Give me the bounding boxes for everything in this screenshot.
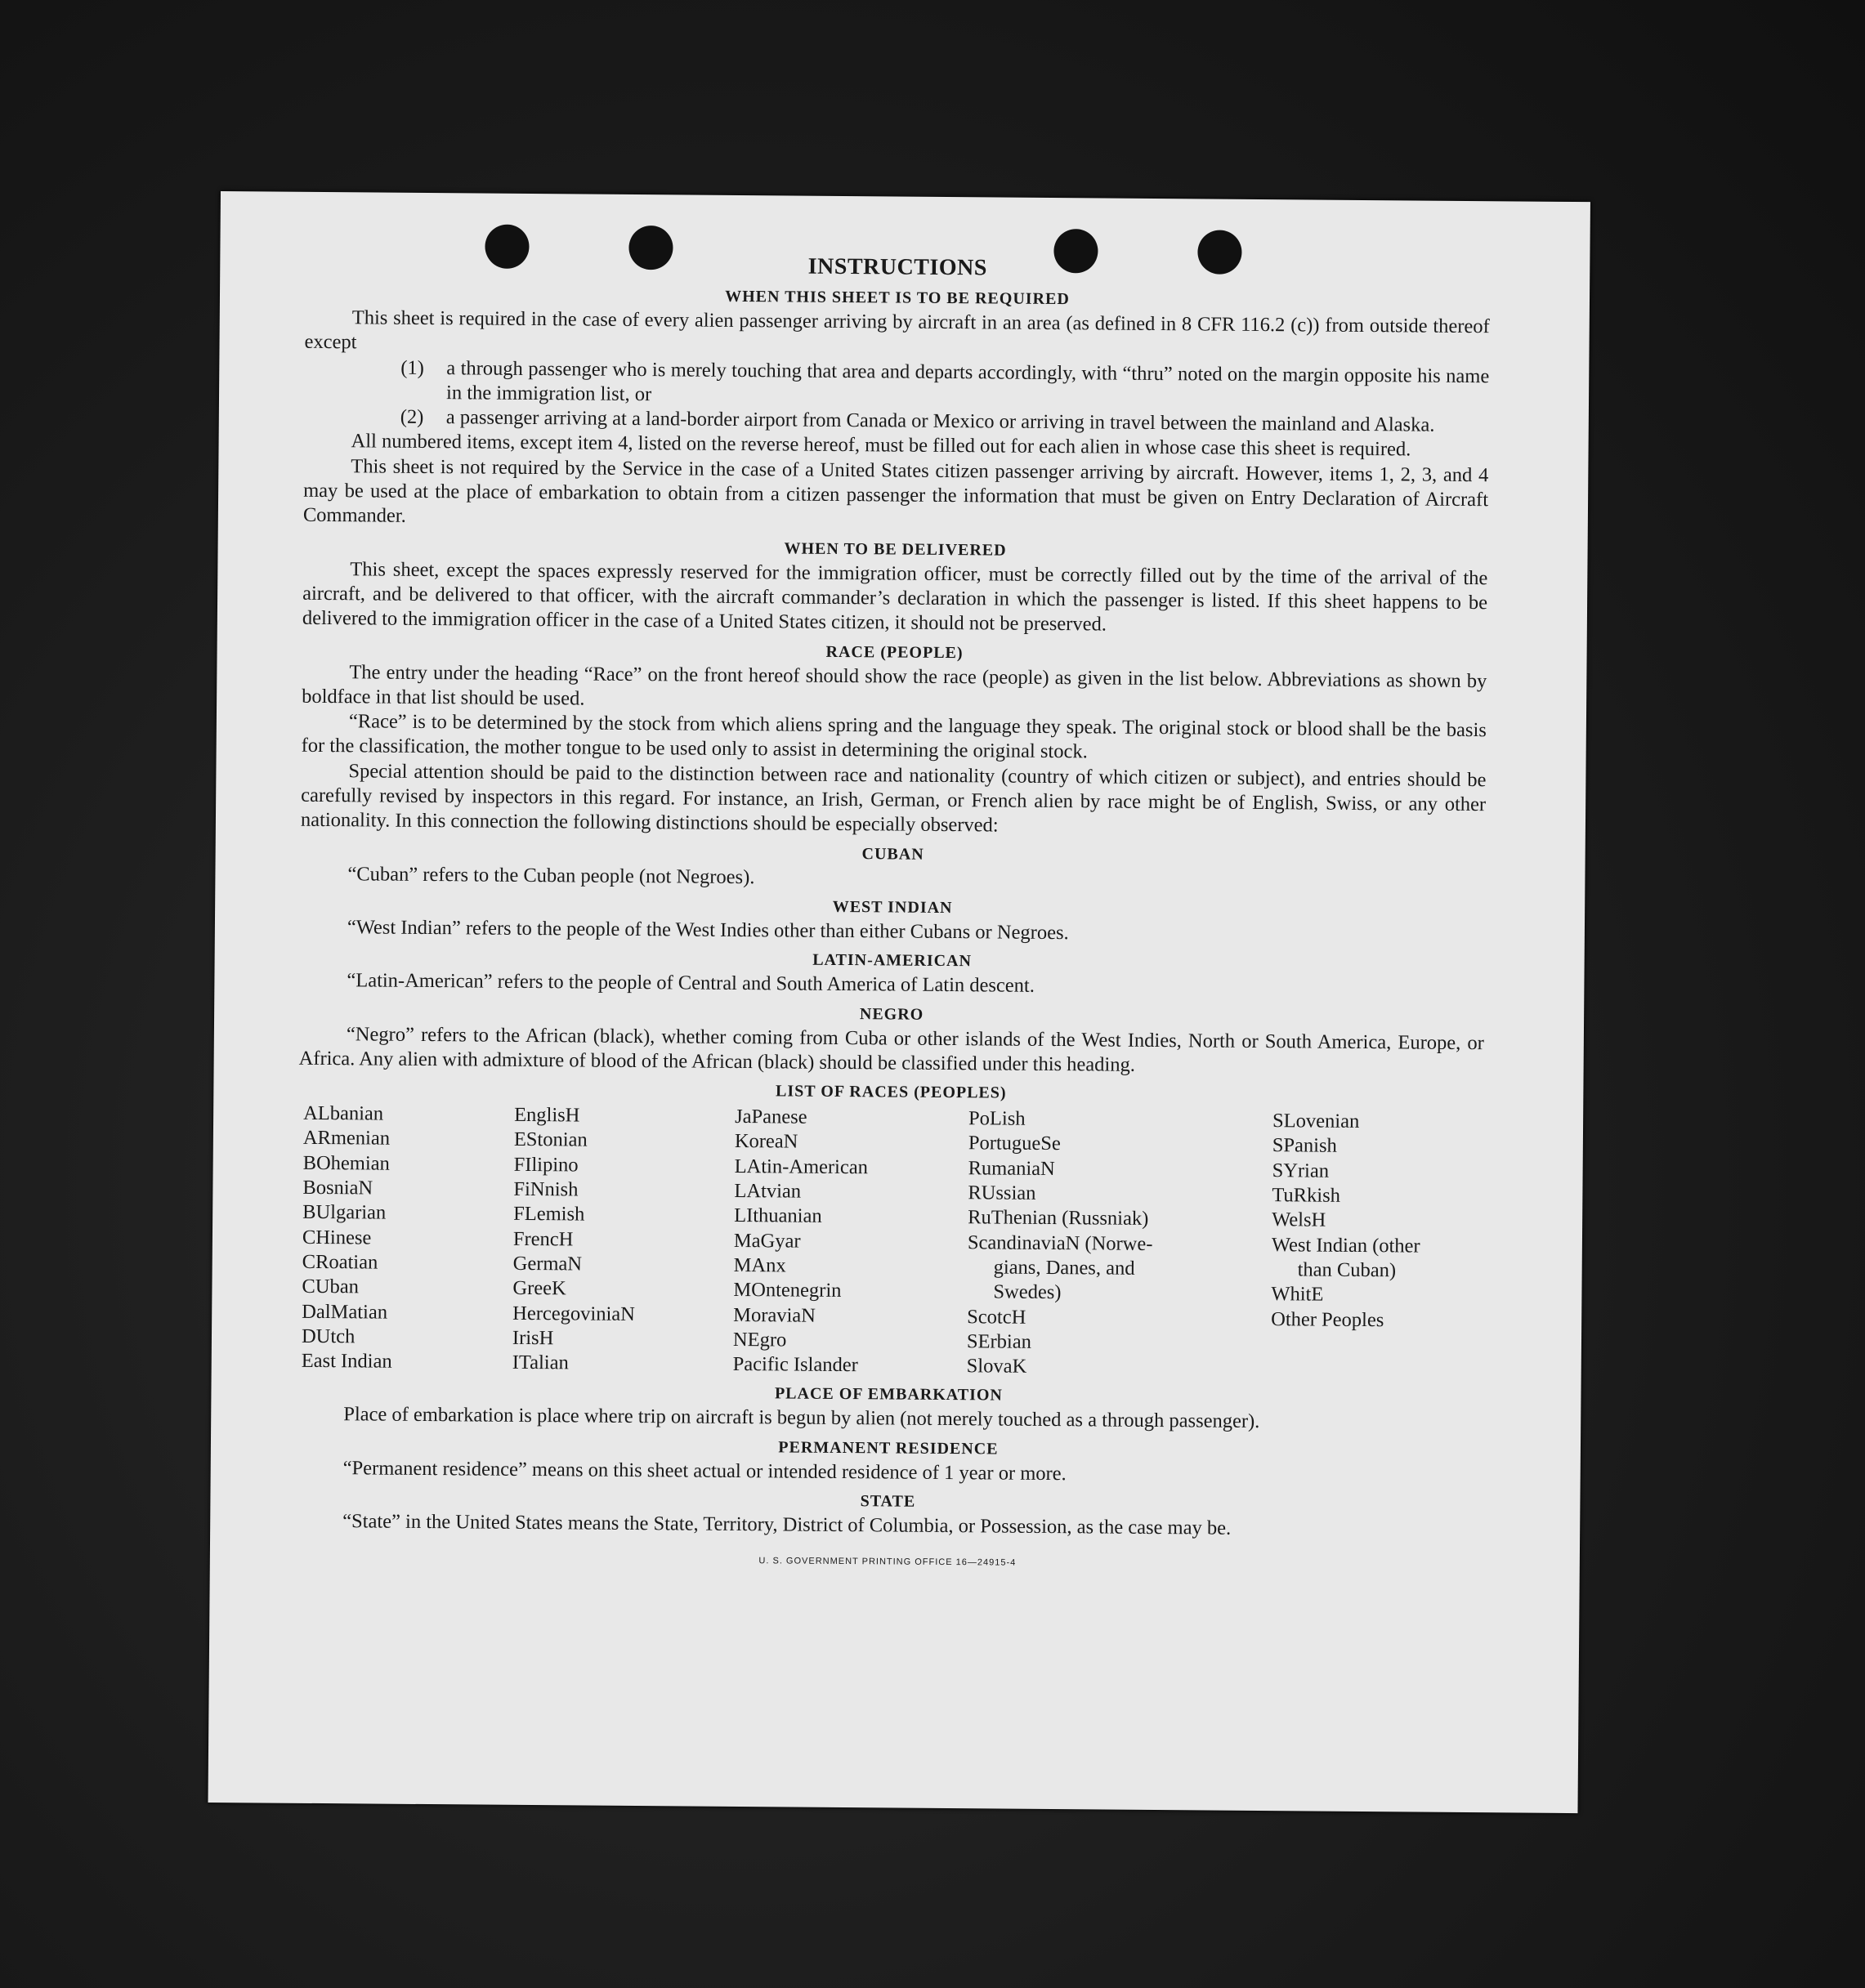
race-entry: LAtvian <box>734 1179 802 1203</box>
page-title: INSTRUCTIONS <box>807 253 987 281</box>
race-entry: WhitE <box>1271 1283 1324 1306</box>
race-entry: Pacific Islander <box>732 1353 858 1377</box>
race-entry: CUban <box>302 1275 360 1298</box>
item-number: (1) <box>400 356 424 379</box>
race-entry: Swedes) <box>993 1280 1062 1304</box>
race-entry: HercegoviniaN <box>512 1302 635 1325</box>
race-entry: MaGyar <box>733 1229 801 1253</box>
race-entry: EStonian <box>513 1128 588 1151</box>
paragraph: “West Indian” refers to the people of the West Indies other than either Cubans or Negroes. <box>347 916 1069 945</box>
item-number: (2) <box>400 405 424 429</box>
heading-when-delivered: WHEN TO BE DELIVERED <box>784 539 1007 560</box>
race-entry: SErbian <box>966 1330 1032 1353</box>
heading-west-indian: WEST INDIAN <box>832 897 953 917</box>
paragraph: The entry under the heading “Race” on the front hereof should show the race (people) as given in the list below. Abbreviations as shown by boldface in that list should be used. <box>302 660 1487 710</box>
race-entry: SlovaK <box>966 1355 1027 1378</box>
race-entry: DUtch <box>301 1325 356 1348</box>
heading-embarkation: PLACE OF EMBARKATION <box>774 1384 1003 1405</box>
paragraph: “State” in the United States means the State, Territory, District of Columbia, or Possession, as the case may be. <box>342 1510 1232 1539</box>
races-column <box>733 1105 969 1379</box>
race-entry: BUlgarian <box>302 1201 387 1224</box>
race-entry: East Indian <box>301 1349 392 1373</box>
race-entry: RumaniaN <box>968 1156 1055 1180</box>
document-content <box>295 249 1491 1579</box>
race-entry: ITalian <box>512 1351 569 1374</box>
races-list <box>302 1101 1484 1383</box>
races-column <box>302 1101 515 1375</box>
paragraph: “Negro” refers to the African (black), whether coming from Cuba or other islands of the West Indies, North or South America, Europe, or Africa. Any alien with admixture of blood of the African (black) should be classified under this heading. <box>298 1022 1484 1076</box>
race-entry: ScotcH <box>967 1305 1026 1329</box>
race-entry: MOntenegrin <box>733 1279 842 1302</box>
item-text: a passenger arriving at a land-border airport from Canada or Mexico or arriving in travel between the mainland and Alaska. <box>445 406 1435 436</box>
race-entry: BOhemian <box>302 1151 390 1175</box>
paragraph: This sheet is not required by the Service in the case of a United States citizen passenger arriving by aircraft. However, items 1, 2, 3, and 4 may be used at the place of embarkation to obtain from a citizen passenger the information that must be given on Entry Declaration of Aircraft Commander. <box>302 455 1489 528</box>
race-entry: GermaN <box>512 1252 583 1275</box>
race-entry: IrisH <box>512 1326 554 1350</box>
race-entry: gians, Danes, and <box>993 1256 1135 1280</box>
paragraph: Place of embarkation is place where trip on aircraft is begun by alien (not merely touched as a through passenger). <box>343 1403 1260 1433</box>
race-entry: PoLish <box>968 1107 1026 1130</box>
race-entry: than Cuban) <box>1297 1258 1397 1282</box>
race-entry: LAtin-American <box>734 1155 869 1178</box>
list-item <box>400 355 1489 413</box>
heading-when-required: WHEN THIS SHEET IS TO BE REQUIRED <box>725 287 1070 309</box>
paragraph: All numbered items, except item 4, listed on the reverse hereof, must be filled out for each alien in whose case this sheet is required. <box>351 430 1411 461</box>
document-sheet <box>208 191 1590 1813</box>
race-entry: GreeK <box>512 1277 566 1300</box>
heading-cuban: CUBAN <box>861 844 924 864</box>
race-entry: EnglisH <box>514 1103 580 1127</box>
paragraph: This sheet, except the spaces expressly reserved for the immigration officer, must be correctly filled out by the time of the arrival of the aircraft, and be delivered to that officer, with the aircraft commander’s declaration in which the passenger is listed. If this sheet happens to be delivered to the immigration officer in the case of a United States citizen, it should not be preserved. <box>302 557 1488 636</box>
printing-office-footer: U. S. GOVERNMENT PRINTING OFFICE 16—24915-4 <box>758 1556 1017 1568</box>
heading-list-of-races: LIST OF RACES (PEOPLES) <box>776 1082 1007 1102</box>
race-entry: SYrian <box>1272 1159 1330 1182</box>
paragraph: “Permanent residence” means on this sheet actual or intended residence of 1 year or more. <box>342 1456 1067 1485</box>
race-entry: Other Peoples <box>1271 1307 1384 1331</box>
race-entry: TuRkish <box>1272 1184 1341 1207</box>
race-entry: ScandinaviaN (Norwe- <box>967 1231 1153 1255</box>
race-entry: FrencH <box>512 1227 574 1251</box>
race-entry: SPanish <box>1272 1134 1337 1158</box>
heading-latin-american: LATIN-AMERICAN <box>812 950 973 971</box>
race-entry: KoreaN <box>734 1130 798 1154</box>
race-entry: CRoatian <box>302 1250 378 1274</box>
races-column <box>1271 1109 1489 1383</box>
paragraph: Special attention should be paid to the distinction between race and nationality (country of which citizen or subject), and entries should be carefully revised by inspectors in this regard. For instance, an Irish, German, or French alien by race might be of English, Swiss, or any other nationality. In this connection the following distinctions should be especially observed: <box>300 760 1487 837</box>
race-entry: MAnx <box>733 1253 786 1277</box>
race-entry: MoraviaN <box>733 1303 816 1327</box>
race-entry: ALbanian <box>303 1101 384 1125</box>
race-entry: DalMatian <box>302 1300 388 1324</box>
race-entry: FiNnish <box>513 1177 579 1201</box>
race-entry: RUssian <box>968 1182 1036 1204</box>
race-entry: BosniaN <box>302 1176 373 1200</box>
heading-negro: NEGRO <box>859 1004 924 1024</box>
race-entry: CHinese <box>302 1226 372 1249</box>
races-column <box>512 1103 736 1377</box>
race-entry: ARmenian <box>302 1127 391 1150</box>
races-column <box>967 1106 1273 1381</box>
paragraph: “Cuban” refers to the Cuban people (not Negroes). <box>347 862 755 888</box>
race-entry: WelsH <box>1272 1208 1326 1231</box>
race-entry: West Indian (other <box>1271 1233 1420 1258</box>
race-entry: LIthuanian <box>734 1204 822 1228</box>
race-entry: SLovenian <box>1272 1110 1360 1133</box>
race-entry: FLemish <box>513 1203 585 1226</box>
race-entry: RuThenian (Russniak) <box>968 1206 1149 1231</box>
item-text: a through passenger who is merely touching that area and departs accordingly, with “thru” noted on the margin opposite his name in the immigration list, or <box>445 356 1490 406</box>
race-entry: NEgro <box>732 1328 787 1351</box>
heading-race: RACE (PEOPLE) <box>825 642 964 662</box>
paragraph: “Race” is to be determined by the stock from which aliens spring and the language they speak. The original stock or blood shall be the basis for the classification, the mother tongue to be used only to assist in determining the original stock. <box>301 710 1487 763</box>
heading-state: STATE <box>860 1492 916 1511</box>
paragraph: This sheet is required in the case of every alien passenger arriving by aircraft in an area (as defined in 8 CFR 116.2 (c)) from outside thereof except <box>304 306 1490 354</box>
race-entry: JaPanese <box>735 1106 807 1128</box>
race-entry: PortugueSe <box>968 1132 1061 1155</box>
paragraph: “Latin-American” refers to the people of Central and South America of Latin descent. <box>347 969 1035 998</box>
race-entry: FIlipino <box>513 1153 579 1177</box>
heading-residence: PERMANENT RESIDENCE <box>778 1438 999 1459</box>
